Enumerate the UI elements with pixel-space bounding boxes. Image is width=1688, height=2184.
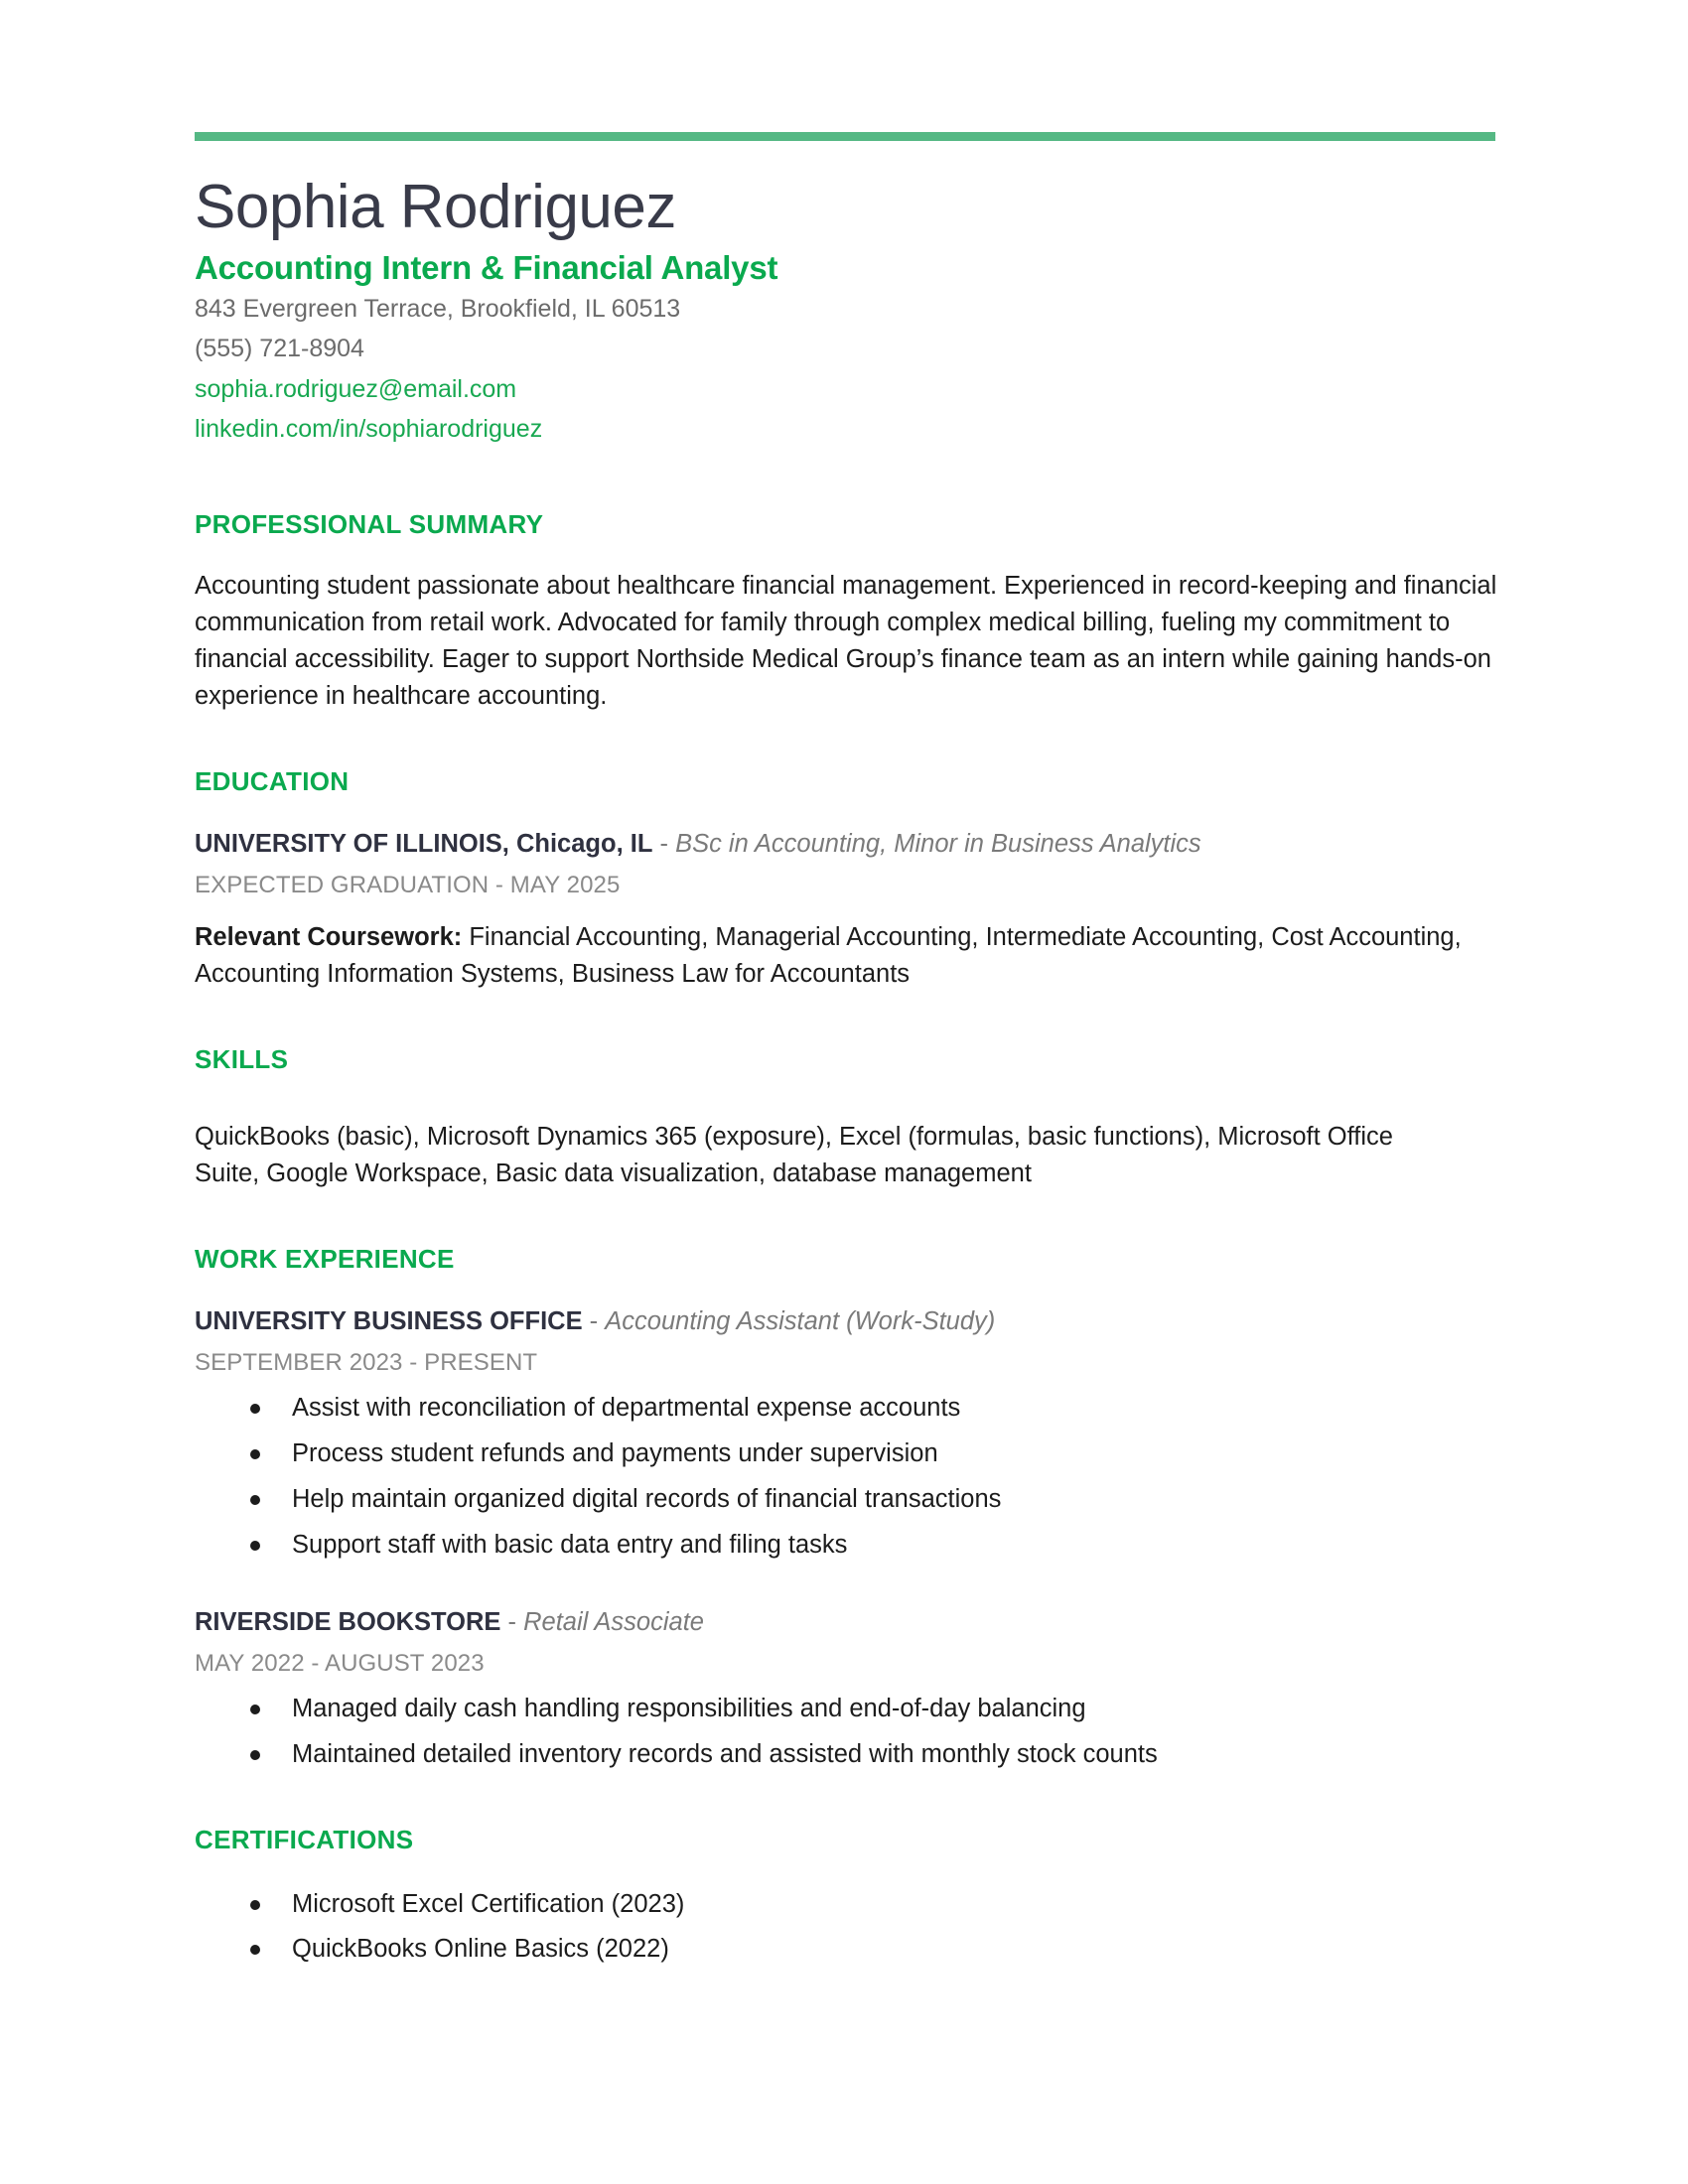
coursework-list: Financial Accounting, Managerial Accounting, Intermediate Accounting, Cost Accounting, Accounting Information Systems, Business Law for Accountants — [195, 922, 1462, 988]
education-entry — [195, 827, 1495, 993]
coursework-label: Relevant Coursework: — [195, 922, 463, 951]
work-entry-title — [195, 1605, 1495, 1641]
bullet-dot-icon — [250, 1449, 260, 1459]
list-item — [195, 1739, 1495, 1771]
work-entry — [195, 1605, 1495, 1771]
top-accent-bar — [195, 132, 1495, 141]
section-certifications — [195, 1825, 1495, 1966]
skills-paragraph: QuickBooks (basic), Microsoft Dynamics 365 (exposure), Excel (formulas, basic functions), Microsoft Office Suite, Google Workspace, Basic data visualization, database management — [195, 1123, 1393, 1188]
work-date-range: MAY 2022 - AUGUST 2023 — [195, 1649, 485, 1677]
education-degree: BSc in Accounting, Minor in Business Analytics — [675, 829, 1201, 858]
bullet-dot-icon — [250, 1900, 260, 1910]
list-item — [195, 1934, 1495, 1966]
bullet-dot-icon — [250, 1705, 260, 1714]
contact-linkedin-link[interactable]: linkedin.com/in/sophiarodriguez — [195, 415, 543, 444]
work-date-range: SEPTEMBER 2023 - PRESENT — [195, 1348, 538, 1376]
work-org: UNIVERSITY BUSINESS OFFICE — [195, 1307, 583, 1336]
list-item-text: Maintained detailed inventory records and assisted with monthly stock counts — [292, 1739, 1158, 1768]
work-bullet-list — [195, 1393, 1495, 1562]
work-entry-title — [195, 1304, 1495, 1340]
candidate-job-title: Accounting Intern & Financial Analyst — [195, 248, 778, 286]
list-item — [195, 1484, 1495, 1516]
list-item — [195, 1889, 1495, 1921]
resume-content — [195, 0, 1495, 1966]
list-item-text: Support staff with basic data entry and filing tasks — [292, 1530, 848, 1559]
education-entry-title — [195, 827, 1495, 863]
list-item-text: Assist with reconciliation of departmental expense accounts — [292, 1394, 961, 1423]
bullet-dot-icon — [250, 1750, 260, 1760]
section-heading-work: WORK EXPERIENCE — [195, 1244, 455, 1275]
education-coursework — [195, 919, 1505, 993]
list-item-text: Microsoft Excel Certification (2023) — [292, 1889, 685, 1918]
work-org: RIVERSIDE BOOKSTORE — [195, 1607, 501, 1636]
list-item-text: Help maintain organized digital records of financial transactions — [292, 1485, 1002, 1514]
work-separator: - — [500, 1607, 524, 1636]
education-graduation-date: EXPECTED GRADUATION - MAY 2025 — [195, 871, 621, 898]
work-role: Accounting Assistant (Work-Study) — [605, 1307, 996, 1336]
work-role: Retail Associate — [523, 1607, 704, 1636]
work-separator: - — [582, 1307, 606, 1336]
education-separator: - — [652, 829, 676, 858]
summary-paragraph: Accounting student passionate about healthcare financial management. Experienced in record-keeping and financial communication from retail work. Advocated for family through complex medical billing, fueling my commitment to financial accessibility. Eager to support Northside Medical Group’s finance team as an intern while gaining hands-on experience in healthcare accounting. — [195, 571, 1497, 710]
list-item — [195, 1438, 1495, 1470]
list-item-text: Managed daily cash handling responsibilities and end-of-day balancing — [292, 1694, 1086, 1722]
list-item — [195, 1393, 1495, 1425]
section-work-experience — [195, 1244, 1495, 1771]
section-education — [195, 766, 1495, 993]
bullet-dot-icon — [250, 1404, 260, 1414]
section-heading-certifications: CERTIFICATIONS — [195, 1824, 414, 1854]
work-entry — [195, 1304, 1495, 1562]
list-item — [195, 1694, 1495, 1725]
list-item-text: QuickBooks Online Basics (2022) — [292, 1934, 669, 1963]
candidate-name: Sophia Rodriguez — [195, 173, 676, 241]
bullet-dot-icon — [250, 1541, 260, 1551]
section-heading-education: EDUCATION — [195, 765, 350, 796]
bullet-dot-icon — [250, 1495, 260, 1505]
list-item — [195, 1530, 1495, 1562]
resume-header — [195, 175, 1495, 448]
contact-email-link[interactable]: sophia.rodriguez@email.com — [195, 374, 517, 403]
bullet-dot-icon — [250, 1945, 260, 1955]
section-skills — [195, 1044, 1495, 1192]
contact-phone: (555) 721-8904 — [195, 335, 364, 363]
education-school: UNIVERSITY OF ILLINOIS, Chicago, IL — [195, 829, 653, 858]
list-item-text: Process student refunds and payments under supervision — [292, 1439, 938, 1468]
section-heading-skills: SKILLS — [195, 1043, 289, 1074]
contact-address: 843 Evergreen Terrace, Brookfield, IL 60513 — [195, 294, 681, 323]
work-bullet-list — [195, 1694, 1495, 1771]
section-professional-summary — [195, 509, 1495, 715]
section-heading-summary: PROFESSIONAL SUMMARY — [195, 508, 544, 539]
certifications-list — [195, 1889, 1495, 1966]
